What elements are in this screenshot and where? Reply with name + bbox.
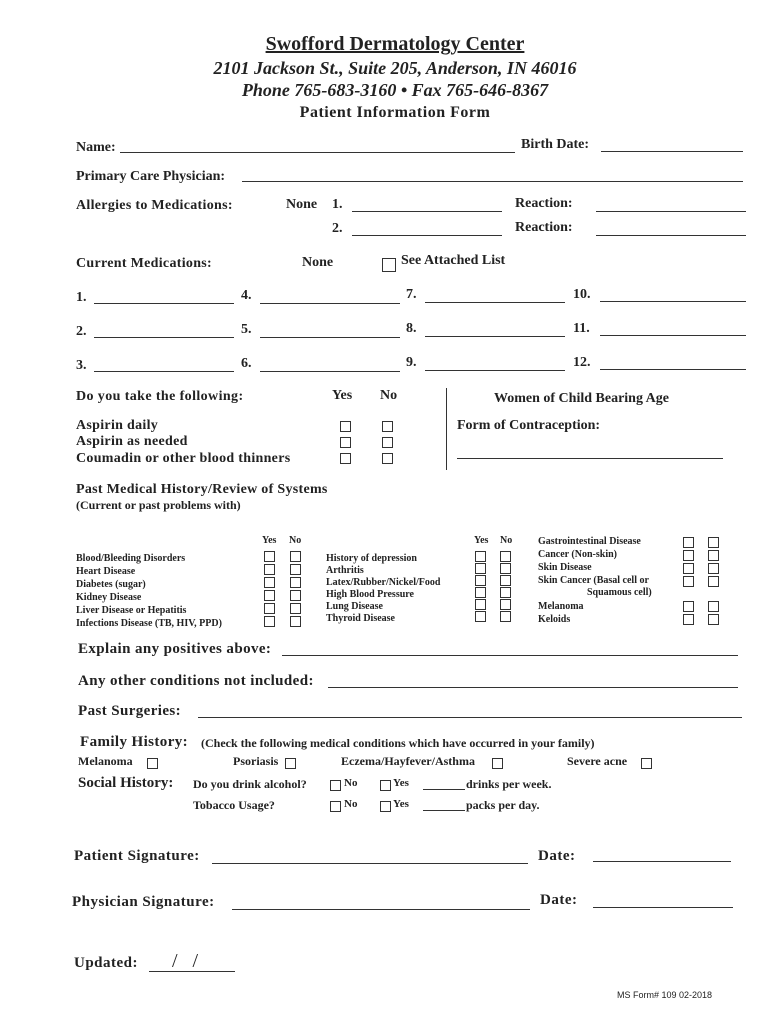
history-yes-checkbox[interactable]	[683, 601, 694, 612]
alcohol-yes-checkbox[interactable]	[380, 780, 391, 791]
med-4-field[interactable]	[260, 303, 400, 304]
history-subtitle: (Current or past problems with)	[76, 498, 241, 512]
history-yes-checkbox[interactable]	[475, 599, 486, 610]
women-section-title: Women of Child Bearing Age	[494, 391, 670, 406]
history-no-checkbox[interactable]	[290, 551, 301, 562]
past-surgeries-label: Past Surgeries:	[78, 703, 182, 719]
tobacco-question: Tobacco Usage?	[193, 798, 275, 812]
allergy-1-field[interactable]	[352, 211, 502, 212]
aspirin-daily-no-checkbox[interactable]	[382, 421, 393, 432]
family-history-label: Family History:	[80, 734, 189, 750]
history-no-checkbox[interactable]	[500, 599, 511, 610]
history-yes-checkbox[interactable]	[475, 587, 486, 598]
history-item: Blood/Bleeding Disorders	[76, 553, 186, 564]
history-no-checkbox[interactable]	[290, 616, 301, 627]
physician-signature-label: Physician Signature:	[72, 894, 215, 910]
packs-per-day-field[interactable]	[423, 810, 465, 811]
family-eczema-label: Eczema/Hayfever/Asthma	[341, 754, 475, 768]
history-yes-checkbox[interactable]	[264, 603, 275, 614]
history-yes-checkbox[interactable]	[264, 616, 275, 627]
med-1-field[interactable]	[94, 303, 234, 304]
history-no-checkbox[interactable]	[708, 550, 719, 561]
history-no-checkbox[interactable]	[708, 601, 719, 612]
history-item: Thyroid Disease	[326, 613, 395, 624]
allergy-2-field[interactable]	[352, 235, 502, 236]
drinks-per-week-label: drinks per week.	[466, 777, 552, 791]
contraception-field[interactable]	[457, 458, 723, 459]
take-following-label: Do you take the following:	[76, 389, 244, 404]
aspirin-needed-no-checkbox[interactable]	[382, 437, 393, 448]
med-number-5: 5.	[241, 322, 252, 337]
history-yes-checkbox[interactable]	[683, 537, 694, 548]
history-item: Diabetes (sugar)	[76, 579, 146, 590]
med-3-field[interactable]	[94, 371, 234, 372]
updated-date-slashes: / /	[172, 950, 199, 972]
other-conditions-field[interactable]	[328, 687, 738, 688]
current-medications-label: Current Medications:	[76, 256, 212, 271]
history-no-checkbox[interactable]	[708, 537, 719, 548]
family-eczema-checkbox[interactable]	[492, 758, 503, 769]
history-yes-checkbox[interactable]	[264, 590, 275, 601]
history-yes-checkbox[interactable]	[264, 564, 275, 575]
history-no-checkbox[interactable]	[290, 603, 301, 614]
med-10-field[interactable]	[600, 301, 746, 302]
tobacco-yes-checkbox[interactable]	[380, 801, 391, 812]
history-no-checkbox[interactable]	[500, 551, 511, 562]
history-item: Heart Disease	[76, 566, 136, 577]
history-item: Gastrointestinal Disease	[538, 536, 641, 547]
med-7-field[interactable]	[425, 302, 565, 303]
updated-label: Updated:	[74, 955, 139, 971]
drinks-per-week-field[interactable]	[423, 789, 465, 790]
coumadin-yes-checkbox[interactable]	[340, 453, 351, 464]
social-history-label: Social History:	[78, 775, 174, 791]
alcohol-question: Do you drink alcohol?	[193, 777, 307, 791]
family-history-instruction: (Check the following medical conditions which have occurred in your family)	[201, 736, 595, 750]
history-item: Liver Disease or Hepatitis	[76, 605, 187, 616]
take-yes-header: Yes	[332, 388, 353, 403]
history-no-checkbox[interactable]	[290, 577, 301, 588]
patient-signature-field[interactable]	[212, 863, 528, 864]
physician-signature-field[interactable]	[232, 909, 530, 910]
history-yes-checkbox[interactable]	[475, 551, 486, 562]
history-col2-yes: Yes	[474, 535, 489, 546]
med-9-field[interactable]	[425, 370, 565, 371]
coumadin-label: Coumadin or other blood thinners	[76, 451, 291, 466]
history-item: High Blood Pressure	[326, 589, 414, 600]
allergy-row-2-number: 2.	[332, 221, 343, 236]
history-title: Past Medical History/Review of Systems	[76, 482, 328, 497]
alcohol-no-label: No	[344, 777, 358, 789]
history-no-checkbox[interactable]	[500, 575, 511, 586]
history-yes-checkbox[interactable]	[683, 614, 694, 625]
history-yes-checkbox[interactable]	[683, 550, 694, 561]
clinic-phone-fax: Phone 765-683-3160 • Fax 765-646-8367	[241, 80, 549, 100]
history-item: Latex/Rubber/Nickel/Food	[326, 577, 441, 588]
history-yes-checkbox[interactable]	[264, 551, 275, 562]
history-col2-no: No	[500, 535, 513, 546]
med-2-field[interactable]	[94, 337, 234, 338]
med-12-field[interactable]	[600, 369, 746, 370]
history-item: Cancer (Non-skin)	[538, 549, 617, 560]
other-conditions-label: Any other conditions not included:	[78, 673, 314, 689]
history-no-checkbox[interactable]	[708, 614, 719, 625]
history-item: Arthritis	[326, 565, 364, 576]
history-no-checkbox[interactable]	[500, 563, 511, 574]
allergies-label: Allergies to Medications:	[76, 198, 233, 213]
pcp-field[interactable]	[242, 181, 743, 182]
explain-positives-label: Explain any positives above:	[78, 641, 272, 657]
family-melanoma-label: Melanoma	[78, 754, 133, 768]
med-11-field[interactable]	[600, 335, 746, 336]
physician-date-field[interactable]	[593, 907, 733, 908]
reaction-2-field[interactable]	[596, 235, 746, 236]
med-8-field[interactable]	[425, 336, 565, 337]
history-item: Skin Disease	[538, 562, 592, 573]
aspirin-daily-yes-checkbox[interactable]	[340, 421, 351, 432]
medications-none-label: None	[302, 255, 334, 270]
packs-per-day-label: packs per day.	[466, 798, 540, 812]
history-no-checkbox[interactable]	[708, 576, 719, 587]
see-attached-label: See Attached List	[401, 253, 506, 268]
tobacco-yes-label: Yes	[393, 798, 409, 810]
history-no-checkbox[interactable]	[290, 590, 301, 601]
reaction-2-label: Reaction:	[515, 220, 573, 235]
see-attached-checkbox[interactable]	[382, 258, 396, 272]
take-no-header: No	[380, 388, 398, 403]
coumadin-no-checkbox[interactable]	[382, 453, 393, 464]
aspirin-needed-yes-checkbox[interactable]	[340, 437, 351, 448]
history-item: Lung Disease	[326, 601, 383, 612]
patient-signature-label: Patient Signature:	[74, 848, 200, 864]
past-surgeries-field[interactable]	[198, 717, 742, 718]
family-psoriasis-checkbox[interactable]	[285, 758, 296, 769]
med-number-10: 10.	[573, 287, 591, 302]
history-item: Kidney Disease	[76, 592, 142, 603]
history-col1-no: No	[289, 535, 302, 546]
history-item: Melanoma	[538, 601, 584, 612]
med-number-4: 4.	[241, 288, 252, 303]
history-item: Skin Cancer (Basal cell or	[538, 575, 649, 586]
history-yes-checkbox[interactable]	[475, 575, 486, 586]
med-5-field[interactable]	[260, 337, 400, 338]
patient-date-label: Date:	[538, 848, 576, 864]
history-item: Keloids	[538, 614, 571, 625]
family-psoriasis-label: Psoriasis	[233, 754, 279, 768]
history-yes-checkbox[interactable]	[683, 576, 694, 587]
history-item: Squamous cell)	[587, 587, 652, 598]
history-yes-checkbox[interactable]	[475, 611, 486, 622]
section-divider	[446, 388, 447, 470]
pcp-label: Primary Care Physician:	[76, 169, 226, 184]
med-number-9: 9.	[406, 355, 417, 370]
med-number-12: 12.	[573, 355, 591, 370]
family-melanoma-checkbox[interactable]	[147, 758, 158, 769]
history-item: History of depression	[326, 553, 417, 564]
reaction-1-field[interactable]	[596, 211, 746, 212]
alcohol-no-checkbox[interactable]	[330, 780, 341, 791]
allergies-none-label: None	[286, 197, 318, 212]
tobacco-no-label: No	[344, 798, 358, 810]
history-item: Infections Disease (TB, HIV, PPD)	[76, 618, 222, 629]
aspirin-daily-label: Aspirin daily	[76, 418, 159, 433]
history-yes-checkbox[interactable]	[683, 563, 694, 574]
patient-date-field[interactable]	[593, 861, 731, 862]
history-no-checkbox[interactable]	[500, 587, 511, 598]
explain-positives-field[interactable]	[282, 655, 738, 656]
alcohol-yes-label: Yes	[393, 777, 409, 789]
form-code: MS Form# 109 02-2018	[617, 990, 713, 1000]
med-number-11: 11.	[573, 321, 590, 336]
physician-date-label: Date:	[540, 892, 578, 908]
med-6-field[interactable]	[260, 371, 400, 372]
family-acne-label: Severe acne	[567, 754, 628, 768]
med-number-3: 3.	[76, 358, 87, 373]
history-yes-checkbox[interactable]	[264, 577, 275, 588]
reaction-1-label: Reaction:	[515, 196, 573, 211]
clinic-name: Swofford Dermatology Center	[265, 33, 525, 55]
birth-date-label: Birth Date:	[521, 137, 590, 152]
contraception-label: Form of Contraception:	[457, 418, 601, 433]
med-number-8: 8.	[406, 321, 417, 336]
med-number-6: 6.	[241, 356, 252, 371]
history-no-checkbox[interactable]	[290, 564, 301, 575]
tobacco-no-checkbox[interactable]	[330, 801, 341, 812]
med-number-7: 7.	[406, 287, 417, 302]
med-number-2: 2.	[76, 324, 87, 339]
history-no-checkbox[interactable]	[500, 611, 511, 622]
name-field[interactable]	[120, 152, 515, 153]
aspirin-as-needed-label: Aspirin as needed	[76, 434, 188, 449]
med-number-1: 1.	[76, 290, 87, 305]
history-col1-yes: Yes	[262, 535, 277, 546]
allergy-row-1-number: 1.	[332, 197, 343, 212]
form-title: Patient Information Form	[299, 104, 491, 121]
name-label: Name:	[76, 140, 116, 155]
history-yes-checkbox[interactable]	[475, 563, 486, 574]
family-acne-checkbox[interactable]	[641, 758, 652, 769]
clinic-address: 2101 Jackson St., Suite 205, Anderson, IN 46016	[213, 58, 577, 78]
birth-date-field[interactable]	[601, 151, 743, 152]
history-no-checkbox[interactable]	[708, 563, 719, 574]
